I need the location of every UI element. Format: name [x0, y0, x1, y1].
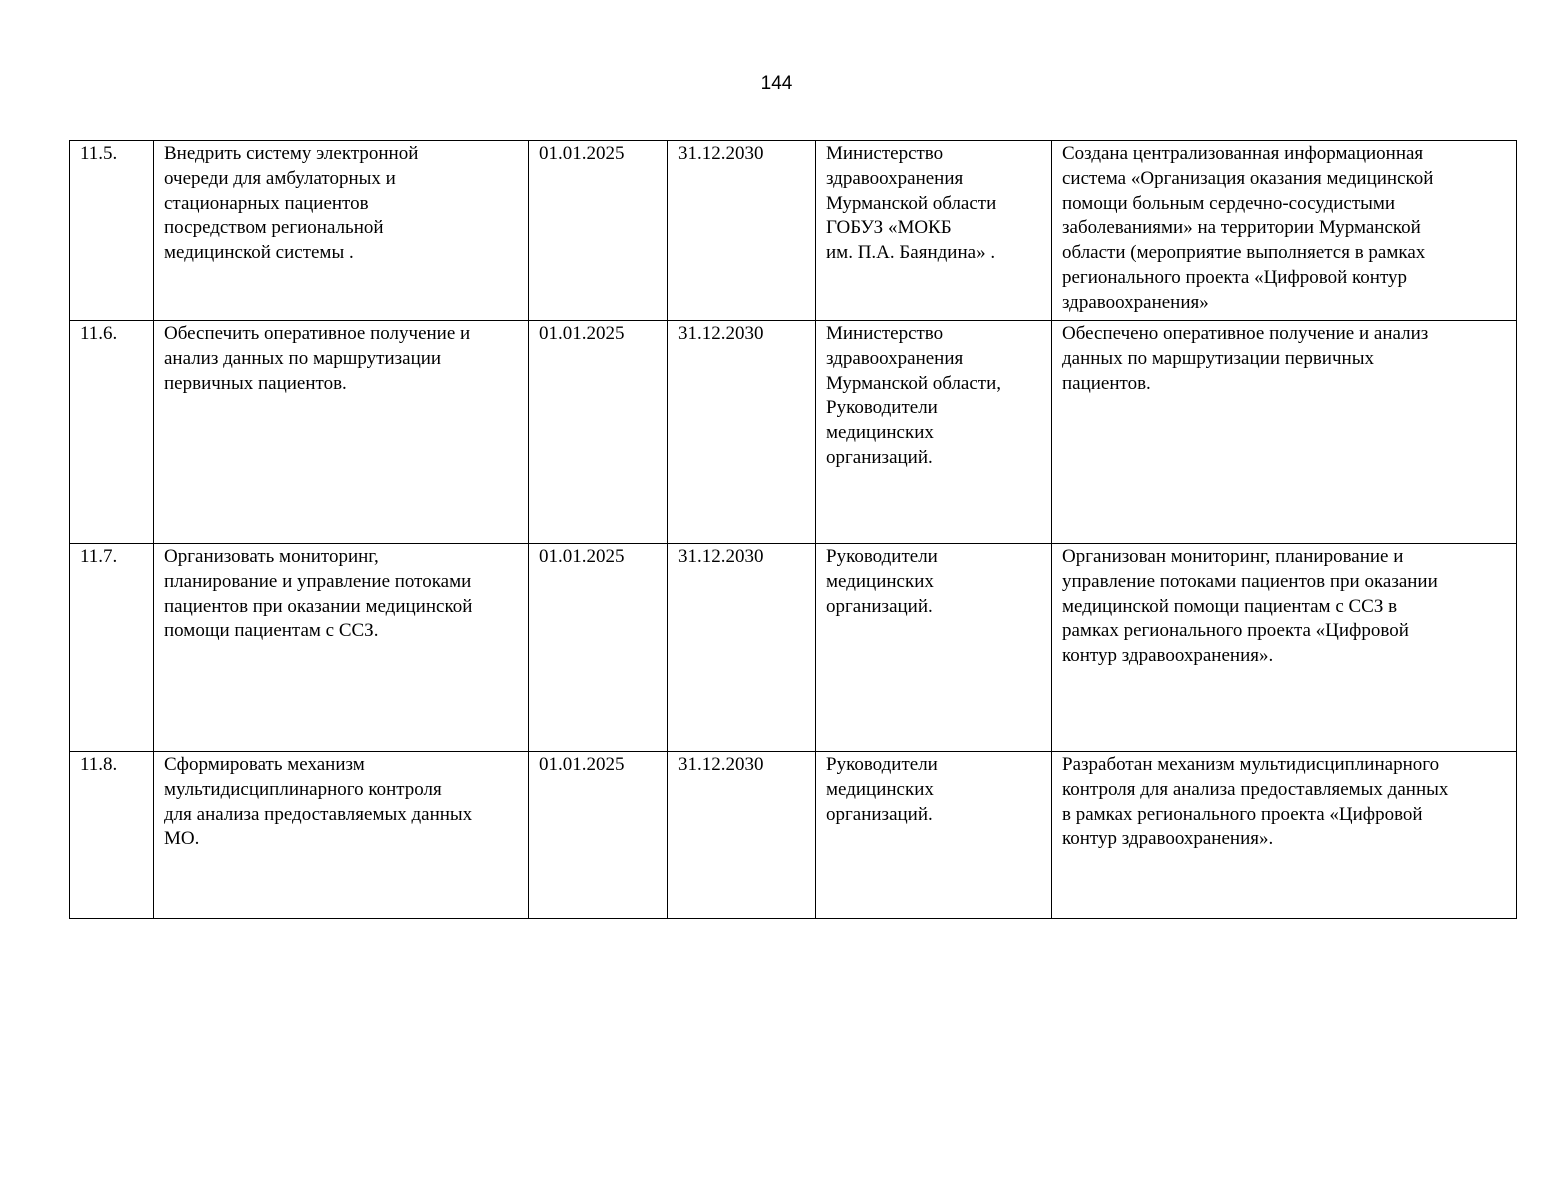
- start-date: 01.01.2025: [539, 754, 625, 775]
- cell-responsible: [816, 321, 1052, 544]
- responsible-text: Руководители медицинских организаций.: [826, 546, 938, 617]
- start-date: 01.01.2025: [539, 143, 625, 164]
- cell-task: [154, 752, 529, 919]
- cell-start-date: [529, 752, 668, 919]
- cell-end-date: [668, 544, 816, 752]
- start-date: 01.01.2025: [539, 546, 625, 567]
- cell-result: [1052, 321, 1517, 544]
- cell-task: [154, 321, 529, 544]
- responsible-text: Министерство здравоохранения Мурманской области ГОБУЗ «МОКБ им. П.А. Баяндина» .: [826, 143, 997, 264]
- table-row: [70, 544, 1517, 752]
- table-row: [70, 321, 1517, 544]
- cell-task: [154, 544, 529, 752]
- cell-start-date: [529, 141, 668, 321]
- cell-start-date: [529, 321, 668, 544]
- cell-number: [70, 752, 154, 919]
- row-number: 11.6.: [80, 323, 118, 344]
- task-text: Обеспечить оперативное получение и анализ данных по маршрутизации первичных пациентов.: [164, 323, 471, 394]
- task-text: Организовать мониторинг, планирование и управление потоками пациентов при оказании медицинской помощи пациентам с ССЗ.: [164, 546, 473, 642]
- cell-number: [70, 544, 154, 752]
- cell-result: [1052, 544, 1517, 752]
- row-number: 11.5.: [80, 143, 118, 164]
- end-date: 31.12.2030: [678, 143, 764, 164]
- cell-start-date: [529, 544, 668, 752]
- row-number: 11.8.: [80, 754, 118, 775]
- cell-responsible: [816, 752, 1052, 919]
- responsible-text: Министерство здравоохранения Мурманской области, Руководители медицинских организаций.: [826, 323, 1002, 468]
- action-plan-table: [69, 140, 1517, 919]
- start-date: 01.01.2025: [539, 323, 625, 344]
- page-number: 144: [760, 73, 793, 94]
- cell-end-date: [668, 752, 816, 919]
- cell-responsible: [816, 544, 1052, 752]
- responsible-text: Руководители медицинских организаций.: [826, 754, 938, 825]
- end-date: 31.12.2030: [678, 754, 764, 775]
- cell-number: [70, 141, 154, 321]
- end-date: 31.12.2030: [678, 546, 764, 567]
- cell-result: [1052, 752, 1517, 919]
- result-text: Разработан механизм мультидисциплинарного контроля для анализа предоставляемых данных в рамках регионального проекта «Цифровой контур здравоохранения».: [1062, 754, 1449, 850]
- result-text: Обеспечено оперативное получение и анализ данных по маршрутизации первичных пациентов.: [1062, 323, 1429, 394]
- task-text: Внедрить систему электронной очереди для амбулаторных и стационарных пациентов посредством региональной медицинской системы .: [164, 143, 419, 264]
- cell-responsible: [816, 141, 1052, 321]
- cell-task: [154, 141, 529, 321]
- row-number: 11.7.: [80, 546, 118, 567]
- result-text: Создана централизованная информационная система «Организация оказания медицинской помощи больным сердечно-сосудистыми заболеваниями» на территории Мурманской области (мероприятие выполняется в рамках регионального проекта «Цифровой контур здравоохранения»: [1062, 143, 1434, 313]
- result-text: Организован мониторинг, планирование и управление потоками пациентов при оказании медицинской помощи пациентам с ССЗ в рамках регионального проекта «Цифровой контур здравоохранения».: [1062, 546, 1438, 667]
- cell-end-date: [668, 141, 816, 321]
- table-row: [70, 752, 1517, 919]
- cell-result: [1052, 141, 1517, 321]
- cell-number: [70, 321, 154, 544]
- cell-end-date: [668, 321, 816, 544]
- end-date: 31.12.2030: [678, 323, 764, 344]
- table-row: [70, 141, 1517, 321]
- task-text: Сформировать механизм мультидисциплинарного контроля для анализа предоставляемых данных МО.: [164, 754, 473, 850]
